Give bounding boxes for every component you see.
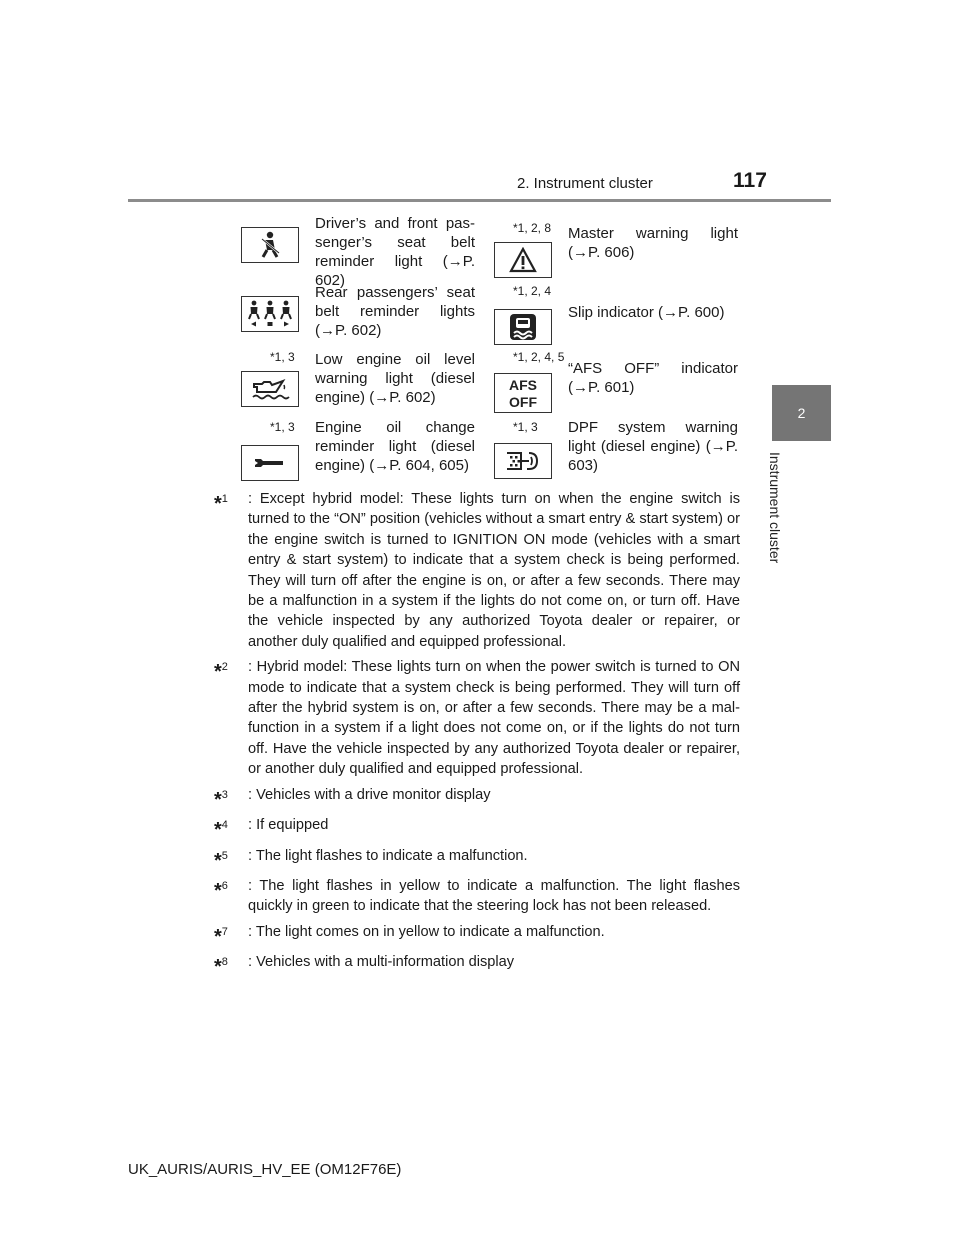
slip-indicator-icon [494,309,552,345]
footnote-star: * [214,661,222,684]
footnote-5 [214,846,740,871]
footnote-text: : Vehicles with a drive monitor display [248,786,491,803]
footnote-text: : Except hybrid model: These lights turn on when the engine switch is turned to the “ON” position (vehicles without a smart entry & start system) or the engine switch is turned to IGNITION ON mode (vehicles with a smart entry & start system) to indicate that a system check is being performed. They will turn off after the engine is on, or after a few seconds. There may be a malfunction in a system if the lights do not come on, or turn off. Have the vehicle inspected by any authorized Toyota dealer or repairer, or another duly qualified and equipped professional. [248,491,740,650]
footnote-4 [214,815,740,840]
footnotes [214,489,740,983]
oil-level-note-ref: *1, 3 [270,350,295,364]
footnote-number: 7 [221,925,228,938]
footnote-text: : The light flashes in yellow to indicate a malfunction. The light flashes quickly in green to indicate that the steering lock has not been released. [248,877,740,915]
dpf-warning-note-ref: *1, 3 [513,420,538,434]
oil-change-note-ref: *1, 3 [270,420,295,434]
slip-indicator-description: Slip indicator (→P. 600) [568,304,725,321]
afs-off-note-ref: *1, 2, 4, 5 [513,350,565,364]
footnote-number: 5 [221,849,228,862]
afs-off-icon-text-bottom: OFF [509,394,537,410]
header-divider [128,199,831,202]
footnote-text: : The light comes on in yellow to indicate a malfunction. [248,923,605,940]
footnote-star: * [214,879,222,902]
footnote-2 [214,657,740,779]
afs-off-icon [494,373,552,413]
footnote-text: : Hybrid model: These lights turn on when the power switch is turned to ON mode to indicate that a system check is being performed. They will turn off after the hybrid system is on, or after a few seconds. There may be a mal-function in a system if a light does not come on, or if the lights do not turn off. Have the vehicle inspected by any authorized Toyota dealer or repairer, or another duly qualified and equipped professional. [248,659,740,778]
master-warning-icon [494,242,552,278]
footnote-6 [214,876,740,917]
footnote-8 [214,952,740,977]
footnote-star: * [214,493,222,515]
page-number: 117 [733,169,767,192]
chapter-tab-label [767,452,795,612]
footnote-text: : Vehicles with a multi-information display [248,954,515,971]
dpf-warning-icon [494,443,552,479]
footnote-text: : If equipped [248,817,329,834]
oil-change-description: Engine oil change reminder light (diesel engine) (→P. 604, 605) [315,419,475,474]
afs-off-icon-text-top: AFS [509,377,537,393]
footnote-number: 3 [221,788,228,801]
footnote-7 [214,922,740,947]
chapter-tab-label-text: Instrument cluster [767,452,783,564]
footnote-number: 2 [221,661,228,674]
seatbelt-reminder-icon [241,227,299,263]
document-code: UK_AURIS/AURIS_HV_EE (OM12F76E) [128,1161,402,1178]
footnote-number: 8 [221,956,228,969]
footnote-star: * [214,849,222,872]
oil-change-reminder-icon [241,445,299,481]
footnote-text: : The light flashes to indicate a malfunction. [248,847,528,864]
footnote-star: * [214,956,222,979]
dpf-warning-description: DPF system warning light (diesel engine) (→P. 603) [568,419,738,474]
oil-level-warning-icon [241,371,299,407]
footnote-number: 6 [221,879,228,892]
master-warning-note-ref: *1, 2, 8 [513,221,552,235]
footnote-3 [214,785,740,810]
oil-level-description: Low engine oil level warning light (diesel engine) (→P. 602) [315,351,475,406]
afs-off-description: “AFS OFF” indicator (→P. 601) [568,360,738,396]
slip-indicator-note-ref: *1, 2, 4 [513,284,552,298]
footnote-number: 1 [221,493,228,505]
master-warning-description: Master warning light (→P. 606) [568,225,738,261]
footnote-number: 4 [221,819,228,832]
chapter-tab-number: 2 [772,385,831,441]
footnote-star: * [214,819,222,842]
section-title: 2. Instrument cluster [517,175,653,192]
footnote-star: * [214,788,222,811]
footnote-star: * [214,925,222,948]
footnote-1 [214,489,740,652]
seatbelt-reminder-description: Driver’s and front pas-senger’s seat belt reminder light (→P. 602) [315,215,475,289]
rear-seatbelt-reminder-description: Rear passengers’ seat belt reminder lights (→P. 602) [315,284,475,339]
rear-seatbelt-reminder-icon [241,296,299,332]
